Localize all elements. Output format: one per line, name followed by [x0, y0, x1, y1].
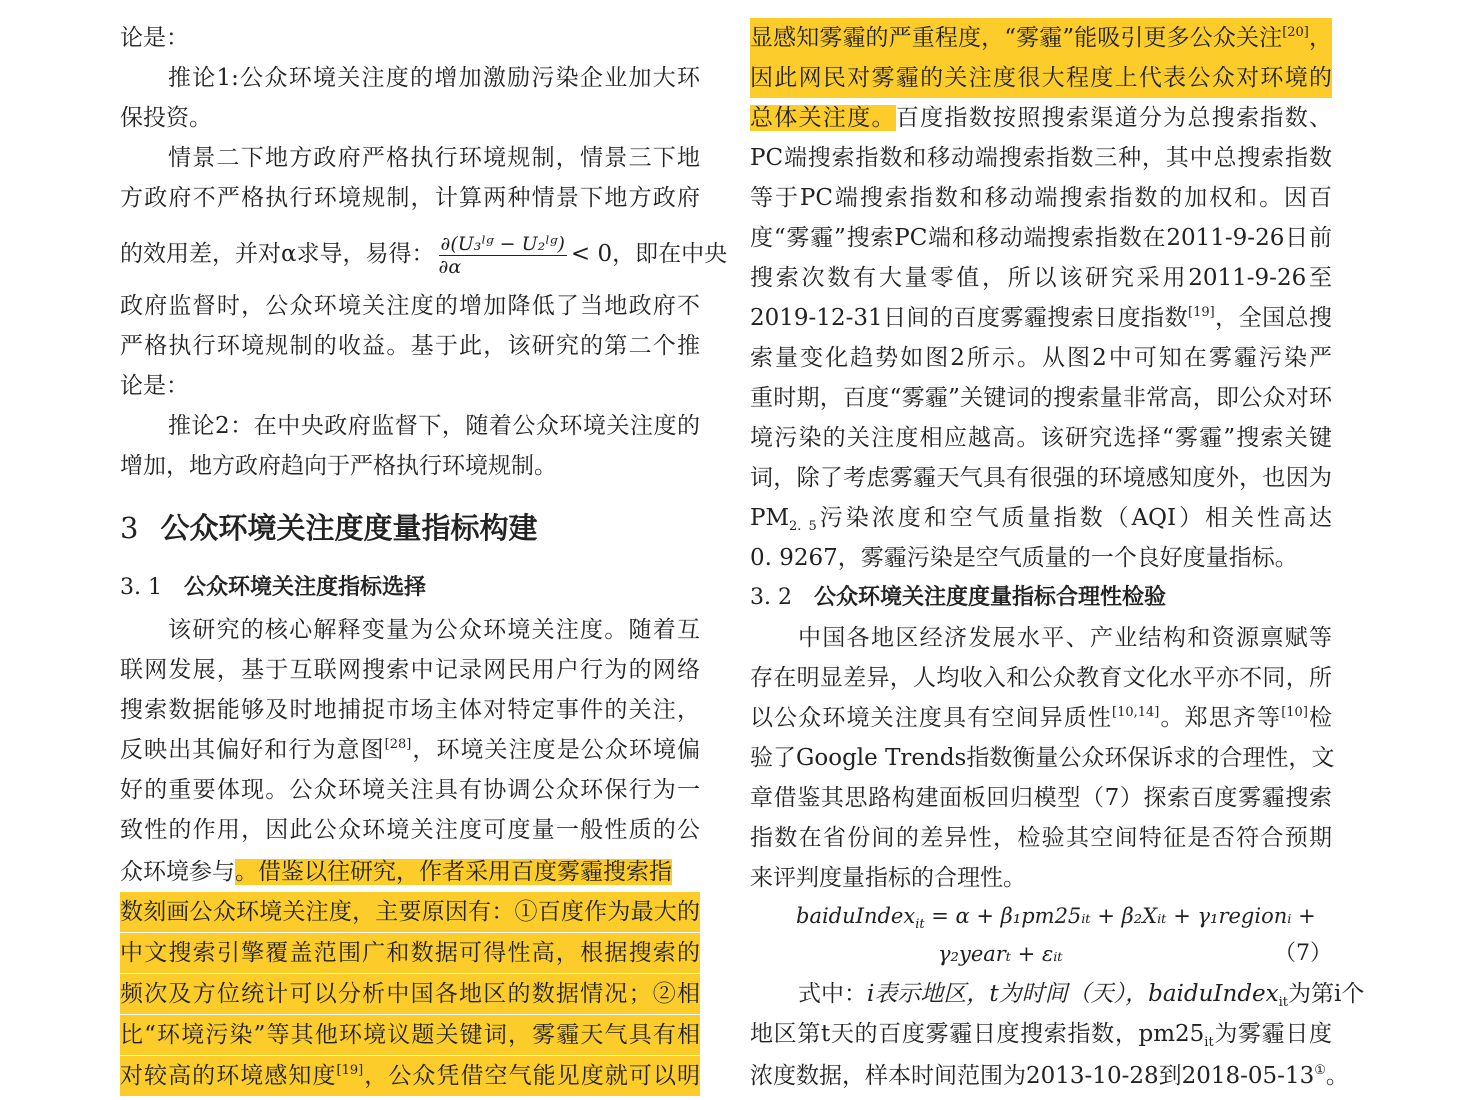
section-heading [120, 508, 537, 548]
derivative-fraction [439, 233, 567, 278]
text-segment: 浓度数据，样本时间范围为2013-10-28到2018-05-13 [750, 1063, 1315, 1089]
text-segment: ， [1308, 25, 1332, 51]
text-segment: 。郑思齐等 [1159, 705, 1282, 731]
text-segment: ，环境关注度是公众环境偏 [411, 737, 701, 763]
text-line: 方政府不严格执行环境规制，计算两种情景下地方政府 [120, 185, 700, 211]
text-line: 情景二下地方政府严格执行环境规制，情景三下地 [168, 145, 700, 171]
subsection-number: 3. 1 [120, 575, 162, 600]
highlighted-line: 比“环境污染”等其他环境议题关键词，雾霾天气具有相 [120, 1015, 700, 1055]
text-line: 推论1:公众环境关注度的增加激励污染企业加大环 [168, 65, 700, 91]
equation-number: （7） [1274, 941, 1332, 966]
highlighted-line: 中文搜索引擎覆盖范围广和数据可得性高，根据搜索的 [120, 933, 700, 973]
text-line: 词，除了考虑雾霾天气具有很强的环境感知度外，也因为 [750, 465, 1332, 491]
text-segment: 众环境参与 [120, 859, 235, 885]
section-title: 公众环境关注度度量指标构建 [160, 511, 538, 545]
subsection-title: 公众环境关注度度量指标合理性检验 [813, 585, 1166, 610]
text-segment: 为雾霾日度 [1213, 1021, 1332, 1047]
text-line: 索量变化趋势如图2所示。从图2中可知在雾霾污染严 [750, 345, 1332, 371]
text-line: 好的重要体现。公众环境关注具有协调公众环保行为一 [120, 777, 700, 803]
text-segment: 显感知雾霾的严重程度，“雾霾”能吸引更多公众关注 [750, 25, 1283, 51]
text-line: 中国各地区经济发展水平、产业结构和资源禀赋等 [798, 625, 1332, 651]
text-segment: 检 [1307, 705, 1333, 731]
text-line: 致性的作用，因此公众环境关注度可度量一般性质的公 [120, 817, 700, 843]
subsection-number: 3. 2 [750, 585, 792, 610]
text-line [750, 698, 1332, 738]
text-segment: < 0，即在中央 [570, 241, 728, 267]
text-line: 搜索次数有大量零值，所以该研究采用2011-9-26至 [750, 265, 1332, 291]
text-line: 境污染的关注度相应越高。该研究选择“雾霾”搜索关键 [750, 425, 1332, 451]
text-line: 存在明显差异，人均收入和公众教育文化水平亦不同，所 [750, 665, 1332, 691]
text-line: 推论2：在中央政府监督下，随着公众环境关注度的 [168, 413, 700, 439]
citation: [28] [384, 737, 412, 752]
subscript: 2. 5 [789, 519, 817, 534]
text-line [120, 730, 700, 770]
text-line [750, 298, 1332, 338]
highlighted-line [750, 18, 1332, 58]
text-line [750, 1014, 1332, 1054]
text-line: 严格执行环境规制的收益。基于此，该研究的第二个推 [120, 333, 700, 359]
citation: [10] [1281, 705, 1308, 720]
text-segment: 以公众环境关注度具有空间异质性 [750, 705, 1113, 731]
section-number: 3 [120, 511, 139, 545]
text-segment: 对较高的环境感知度 [120, 1063, 337, 1089]
citation: [10,14] [1112, 705, 1160, 720]
text-line: 来评判度量指标的合理性。 [750, 865, 1026, 891]
text-line: 0. 9267，雾霾污染是空气质量的一个良好度量指标。 [750, 545, 1298, 571]
text-segment: 反映出其偏好和行为意图 [120, 737, 385, 763]
text-segment: 地区第t天的百度雾霾日度搜索指数，pm25 [750, 1021, 1205, 1047]
text-line: 增加，地方政府趋向于严格执行环境规制。 [120, 453, 557, 479]
subscript: it [915, 917, 925, 932]
subsection-title: 公众环境关注度指标选择 [183, 575, 426, 600]
subscript: it [1278, 995, 1289, 1010]
equation-lhs: baiduIndex [796, 904, 916, 928]
footnote-marker: ① [1314, 1063, 1326, 1078]
text-line: 重时期，百度“雾霾”关键词的搜索量非常高，即公众对环 [750, 385, 1332, 411]
text-line: 度“雾霾”搜索PC端和移动端搜索指数在2011-9-26日前 [750, 225, 1332, 251]
fraction-denominator: ∂α [438, 255, 462, 278]
highlighted-text: 总体关注度。 [750, 105, 896, 131]
highlighted-line: 因此网民对雾霾的关注度很大程度上代表公众对环境的 [750, 58, 1332, 98]
subsection-heading [120, 568, 426, 608]
citation: [19] [1188, 305, 1215, 320]
text-line: 联网发展，基于互联网搜索中记录网民用户行为的网络 [120, 657, 700, 683]
text-segment: PM [750, 505, 790, 531]
highlighted-line [120, 1056, 700, 1096]
text-line: 论是： [120, 373, 189, 399]
text-line [798, 974, 1365, 1014]
text-segment: 污染浓度和空气质量指数（AQI）相关性高达 [816, 505, 1332, 531]
text-line: 验了Google Trends指数衡量公众环保诉求的合理性，文 [750, 745, 1335, 771]
text-line: 等于PC端搜索指数和移动端搜索指数的加权和。因百 [750, 185, 1332, 211]
text-segment: 式中： [798, 981, 867, 1007]
subscript: it [1204, 1035, 1214, 1050]
text-segment: ，公众凭借空气能见度就可以明 [363, 1063, 701, 1089]
text-line [120, 852, 700, 892]
highlighted-line: 频次及方位统计可以分析中国各地区的数据情况；②相 [120, 974, 700, 1014]
text-line: 该研究的核心解释变量为公众环境关注度。随着互 [168, 617, 700, 643]
citation: [19] [336, 1063, 364, 1078]
text-line: 章借鉴其思路构建面板回归模型（7）探索百度雾霾搜索 [750, 785, 1332, 811]
citation: [20] [1282, 25, 1309, 40]
fraction-numerator: ∂(U₃ˡᵍ − U₂ˡᵍ) [440, 232, 565, 255]
text-segment: 。 [1325, 1063, 1349, 1089]
subsection-heading [750, 578, 1166, 618]
text-segment: 2019-12-31日间的百度雾霾搜索日度指数 [750, 305, 1189, 331]
text-segment: 百度指数按照搜索渠道分为总搜索指数、 [895, 105, 1333, 131]
equation-line: γ₂yearₜ + εᵢₜ [938, 942, 1063, 966]
text-segment: i表示地区，t为时间（天），baiduIndex [867, 981, 1279, 1007]
highlighted-text: 。借鉴以往研究，作者采用百度雾霾搜索指 [235, 859, 672, 885]
text-line-with-fraction [120, 226, 727, 282]
text-segment: 的效用差，并对α求导，易得： [120, 241, 435, 267]
text-line: PC端搜索指数和移动端搜索指数三种，其中总搜索指数 [750, 145, 1332, 171]
text-line [750, 1056, 1349, 1096]
text-line: 政府监督时，公众环境关注度的增加降低了当地政府不 [120, 293, 700, 319]
text-line: 指数在省份间的差异性，检验其空间特征是否符合预期 [750, 825, 1332, 851]
equation-rhs: = α + β₁pm25ᵢₜ + β₂Xᵢₜ + γ₁regionᵢ + [924, 904, 1316, 928]
text-segment: ，全国总搜 [1214, 305, 1333, 331]
text-line [750, 498, 1332, 538]
highlighted-line: 数刻画公众环境关注度，主要原因有：①百度作为最大的 [120, 892, 700, 932]
equation-line [796, 896, 1316, 936]
text-line: 搜索数据能够及时地捕捉市场主体对特定事件的关注， [120, 697, 700, 723]
text-line: 保投资。 [120, 105, 212, 131]
text-line: 论是： [120, 25, 189, 51]
text-segment: 为第i个 [1288, 981, 1365, 1007]
text-line [750, 98, 1332, 138]
